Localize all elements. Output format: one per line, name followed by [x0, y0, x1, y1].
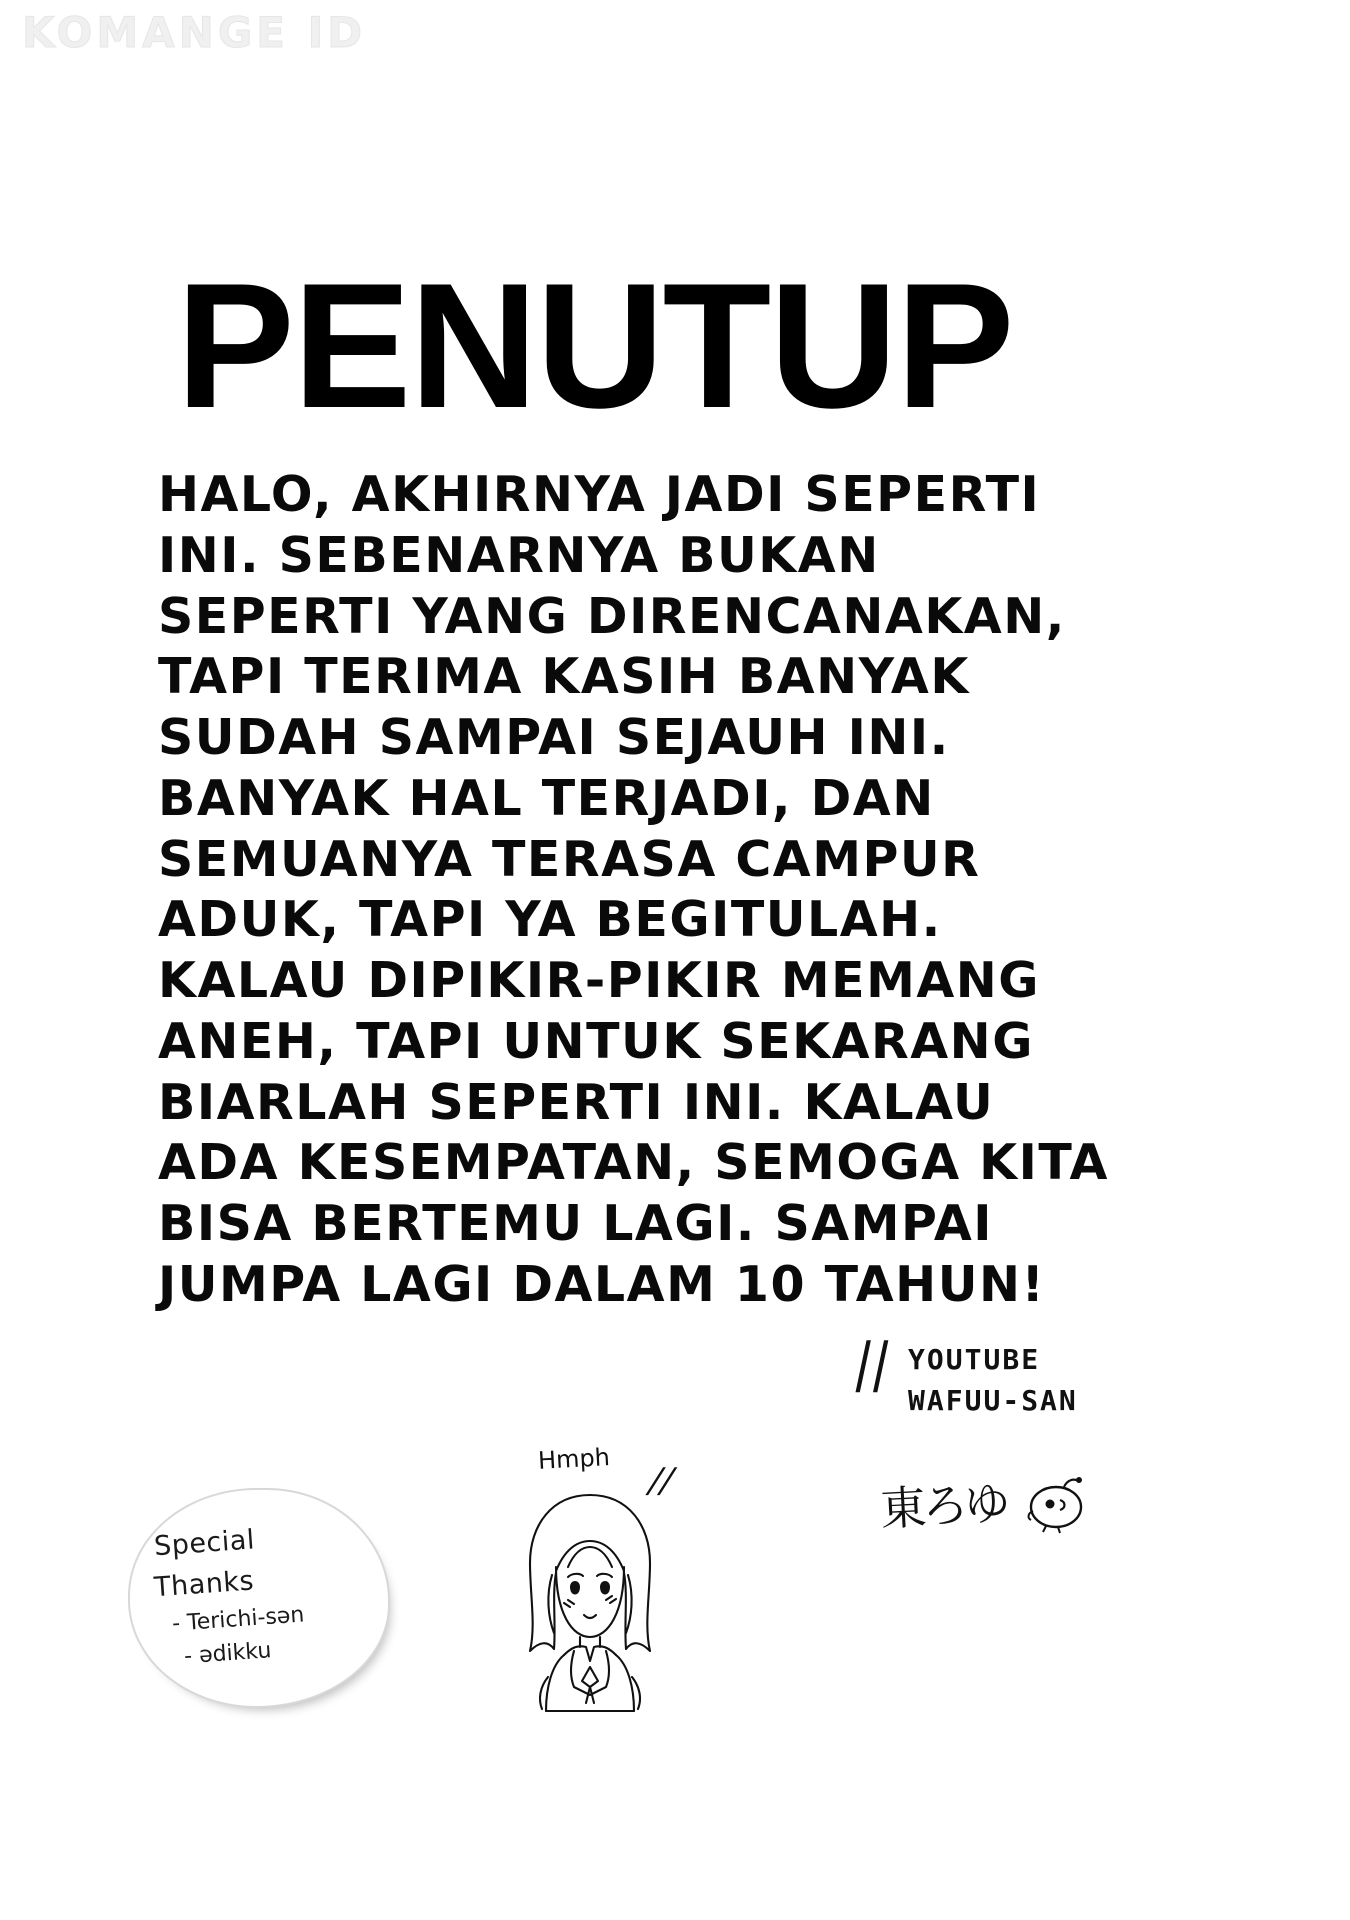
creature-doodle-icon [1020, 1471, 1094, 1535]
author-signature [880, 1470, 1094, 1536]
chibi-speed-lines: // [643, 1461, 680, 1501]
thanks-title-line1: Special [153, 1524, 256, 1563]
special-thanks-bubble [128, 1488, 390, 1708]
credit-text [908, 1340, 1078, 1421]
credit-block [848, 1333, 1078, 1421]
chibi-character-drawing [490, 1443, 690, 1745]
credit-slash-marks: || [848, 1333, 897, 1393]
credit-line-platform: YOUTUBE [908, 1343, 1041, 1376]
thanks-item-2: - ədikku [183, 1638, 273, 1670]
page-title: PENUTUP [176, 246, 1013, 446]
signature-kanji: 東ろゆ [878, 1475, 1008, 1537]
credit-line-handle: WAFUU-SAN [908, 1383, 1078, 1417]
thanks-item-1: - Terichi-sən [171, 1602, 306, 1637]
site-watermark: KOMANGE ID [22, 8, 367, 57]
thanks-content [128, 1488, 390, 1708]
chibi-sound-effect: Hmph [537, 1443, 611, 1475]
afterword-body-text: HALO, AKHIRNYA JADI SEPERTI INI. SEBENARNYA BUKAN SEPERTI YANG DIRENCANAKAN, TAPI TERIMA KASIH BANYAK SUDAH SAMPAI SEJAUH INI. BANYAK HAL TERJADI, DAN SEMUANYA TERASA CAMPUR ADUK, TAPI YA BEGITULAH. KALAU DIPIKIR-PIKIR MEMANG ANEH, TAPI UNTUK SEKARANG BIARLAH SEPERTI INI. KALAU ADA KESEMPATAN, SEMOGA KITA BISA BERTEMU LAGI. SAMPAI JUMPA LAGI DALAM 10 TAHUN! [158, 466, 1109, 1313]
thanks-title-line2: Thanks [153, 1564, 256, 1603]
